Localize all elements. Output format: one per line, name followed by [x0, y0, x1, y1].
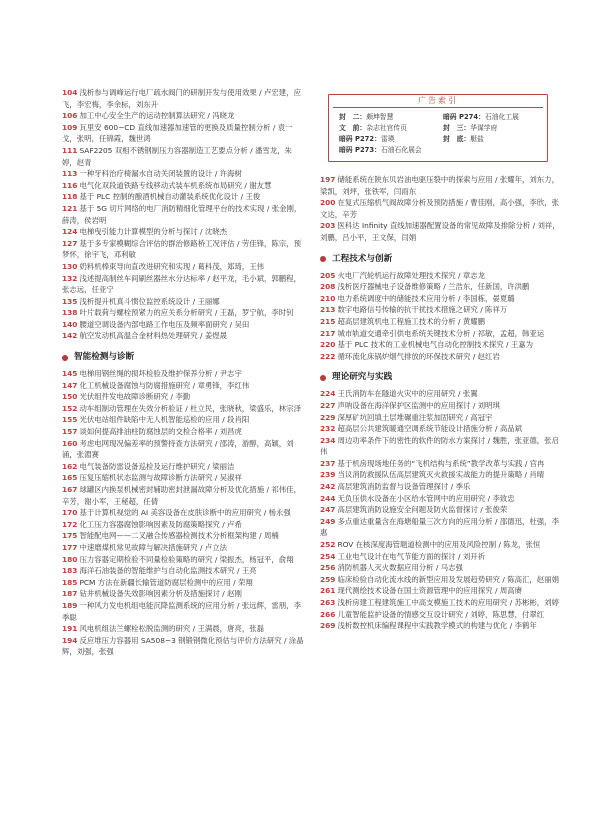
toc-entry[interactable]: [320, 174, 560, 197]
page-number: 155: [62, 415, 78, 425]
page-number: 229: [320, 412, 336, 422]
entry-title: PCM 方法在新疆长输管道防腐层检测中的应用 / 荣翔: [79, 577, 253, 587]
page-number: 160: [62, 438, 78, 448]
page-number: 194: [62, 635, 78, 645]
toc-entry[interactable]: [320, 562, 560, 574]
page-number: 183: [62, 566, 78, 576]
page-number: 217: [320, 328, 336, 338]
entry-title: 中速磨煤机常见故障与解决措施研究 / 卢立法: [79, 542, 228, 552]
entry-title: 加工中心安全生产的运动控制算法研究 / 冯晓龙: [79, 111, 235, 121]
ad-index-cell: [339, 112, 443, 123]
ad-index-cell: [443, 123, 547, 134]
toc-entry[interactable]: [62, 530, 304, 542]
ad-index-row: [329, 123, 547, 134]
toc-entry[interactable]: [320, 585, 560, 597]
entry-title: 化工压力容器腐蚀影响因素及防腐策略探究 / 卢希: [79, 519, 242, 529]
ad-label: 封 三：: [443, 124, 471, 132]
page-number: 150: [62, 392, 78, 402]
entry-title: 海洋石油装备的智能维护与自动化监测技术研究 / 王亮: [79, 566, 257, 576]
toc-entry[interactable]: [320, 281, 560, 293]
toc-entry[interactable]: [62, 238, 304, 261]
entry-title: ROV 在核深度海管题道检测中的应用及风险控制 / 陈龙，张恒: [337, 540, 541, 550]
entry-title: 在复式压缩机气阀故障分析及预防措施 / 曹佳刚，高小强，李欣，张文达，辛芳: [320, 198, 559, 219]
entry-title: 浅析数控机床编程课程中实践教学模式的构建与优化 / 李鹤年: [337, 621, 537, 631]
page-number: 203: [320, 221, 336, 231]
entry-title: 周边功率条件下的密性的软件的防水方案探讨 / 魏胜，张亚德，张启伟: [320, 435, 559, 457]
toc-entry[interactable]: [320, 458, 560, 470]
entry-title: 谈如何提高排油柱防腐蚀层的交检合格率 / 刘昌虎: [79, 427, 242, 437]
entry-title: 深厚矿坑回填土层堆碾重注浆加固研究 / 高冠宇: [337, 412, 493, 422]
page-number: 113: [62, 169, 78, 179]
ad-index-row: [329, 134, 547, 145]
page-number: 237: [320, 458, 336, 468]
entry-title: 一种牙科治疗椅漏水自动关闭装置的设计 / 许海树: [79, 169, 242, 179]
toc-entry[interactable]: [62, 519, 304, 531]
toc-entry[interactable]: [320, 351, 560, 363]
toc-entry[interactable]: [320, 493, 560, 505]
entry-title: 高层建筑消防监督与设备管理探讨 / 季乐: [337, 482, 471, 492]
entry-title: 循环流化床锅炉烟气排放的环保技术研究 / 赵红岩: [337, 351, 500, 361]
toc-entry[interactable]: [62, 635, 304, 658]
toc-entry[interactable]: [62, 554, 304, 566]
toc-entry[interactable]: [62, 110, 304, 122]
toc-entry[interactable]: [62, 472, 304, 484]
entry-title: 航空发动机高温合金材料热处理研究 / 姜煜晟: [79, 331, 228, 341]
entry-title: 钻井机械设备失效影响因素分析及措施探讨 / 赵刚: [79, 589, 242, 599]
page-number: 247: [320, 505, 336, 515]
entry-title: 现代测绘技术设备在国土资源管理中的应用探究 / 周高赓: [337, 586, 523, 596]
bullet-icon: [320, 256, 326, 262]
entry-title: 当议消防救援队伍高层建筑灭火救援实战能力的提升策略 / 肖晴: [337, 470, 545, 480]
toc-entry[interactable]: [320, 220, 560, 243]
toc-entry[interactable]: [62, 168, 304, 180]
ad-index-rows: [329, 112, 547, 156]
toc-entry[interactable]: [62, 623, 304, 635]
page-number: 242: [320, 482, 336, 492]
entry-title: 奶料机棒束导向直改进研究和实现 / 葛科茂，郑琦，王伟: [79, 261, 265, 271]
page-number: 263: [320, 598, 336, 607]
page-number: 170: [62, 508, 78, 518]
page-number: 109: [62, 122, 78, 132]
entry-title: 临床检验自动化流水线的新型应用及发展趋势研究 / 陈高汇，赵丽娟: [337, 574, 559, 584]
entry-title: 智能配电网——二叉融合传感器检测技术分析框架构建 / 周楠: [79, 531, 279, 541]
toc-entry[interactable]: [320, 574, 560, 586]
ad-value: 石油石化展会: [380, 146, 422, 154]
toc-entry[interactable]: [320, 388, 560, 400]
page-number: 175: [62, 531, 78, 541]
toc-entry[interactable]: [320, 293, 560, 305]
page-number: 187: [62, 589, 78, 599]
page-number: 106: [62, 111, 78, 121]
ad-value: 石油化工展: [484, 113, 519, 121]
page-number: 254: [320, 551, 336, 561]
entry-title: 电气化双段道铁路专线移动式装车机系统布局研究 / 谢友慧: [79, 180, 272, 190]
entry-title: 浅析参与调峰运行电厂疏水阀门的研制开发与使用效果 / 卢宏建，应飞，李宏梅，李余标，刘东升: [62, 88, 301, 109]
ad-index-title: 广告索引: [333, 95, 543, 108]
section-heading-theory: [320, 371, 560, 384]
ad-index-cell: [339, 123, 443, 134]
entry-title: 医科达 Infinity 直线加速器配置设备的常见故障及排除分析 / 刘祥，刘鹏，吕小平，王文保，闫娟: [320, 221, 560, 242]
toc-entry[interactable]: [320, 539, 560, 551]
left-column: [62, 87, 304, 658]
page-number: 132: [62, 273, 78, 283]
page-number: 261: [320, 586, 336, 596]
entry-title: 电气装备防雷设备巡检及运行维护研究 / 梁丽洁: [79, 461, 235, 471]
entry-title: 基于 PLC 控制的酿酒机械自动灌装系统优化设计 / 王俊: [79, 192, 261, 202]
page-number: 116: [62, 180, 78, 190]
page-number: 118: [62, 192, 78, 202]
page-number: 180: [62, 554, 78, 564]
page-number: 213: [320, 305, 336, 315]
entry-title: 声呐设备在海洋保护区监测中的应用探讨 / 刘明琪: [337, 400, 500, 410]
page-number: 145: [62, 369, 78, 379]
page-number: 140: [62, 319, 78, 329]
entry-title: 浅析提升机真斗惯位监控系统设计 / 王丽娜: [79, 296, 220, 306]
entry-title: 球罐区内换泵机械密封辅助密封泄漏故障分析及优化措施 / 祁伟佳，辛芳，谢小军，王秘超，任倩: [62, 485, 301, 506]
entry-title: 城市轨道交通牵引供电系统关键技术分析 / 祁敏，孟超，韩亚运: [337, 328, 545, 338]
entry-title: 储能系统在陕东贝岩油电驱压裂中的探索与应用 / 张耀年，刘东力，梁凯，刘坪，张铁军，闫雨东: [320, 175, 559, 196]
toc-entry[interactable]: [62, 87, 304, 110]
ad-label: 文 前：: [339, 124, 367, 132]
page-number: 165: [62, 473, 78, 483]
toc-entry[interactable]: [62, 426, 304, 438]
entry-title: 光伏组件发电故障诊断研究 / 李勤: [79, 392, 191, 402]
ad-label: 暗码 P272：: [339, 135, 381, 143]
page-number: 172: [62, 519, 78, 529]
section-heading-smart: [62, 351, 304, 364]
section-title: 智能检测与诊断: [74, 352, 135, 363]
toc-entry[interactable]: [62, 507, 304, 519]
toc-entry[interactable]: [62, 180, 304, 192]
page-number: 208: [320, 282, 336, 292]
page-number: 177: [62, 542, 78, 552]
toc-entry[interactable]: [62, 600, 304, 623]
entry-title: 反应堆压力容器用 SA508−3 钢锻钢微化预估与评价方法研究 / 涂晶辉，刘强，张强: [62, 635, 304, 657]
page-number: 162: [62, 461, 78, 471]
page-number: 167: [62, 485, 78, 494]
entry-title: 基于机房现场地任务的“飞机结构与系统”教学改革与实践 / 宫冉: [337, 458, 545, 468]
toc-entry[interactable]: [320, 328, 560, 340]
entry-title: 浅析房建工程建筑施工中高支模施工技术的应用研究 / 苏彬彬，刘婷: [337, 598, 559, 607]
entry-title: 电力系统调度中的储能技术应用分析 / 李国栋，晏夏璐: [337, 293, 515, 303]
entry-title: 浅述提高制丝车间刷丝器丝水分达标率 / 赵平龙，毛小斌，郭鹏程，张志远，任亚宁: [62, 273, 301, 295]
toc-entry[interactable]: [62, 368, 304, 380]
page-number: 239: [320, 470, 336, 480]
page-number: 232: [320, 424, 336, 434]
ad-index-box: [328, 94, 548, 162]
page-number: 147: [62, 380, 78, 390]
page-number: 197: [320, 175, 336, 184]
entry-title: 超高层建筑机电工程施工技术的分析 / 黄耀鹏: [337, 316, 486, 326]
page-number: 124: [62, 227, 78, 237]
section-heading-engineering: [320, 253, 560, 266]
page-number: 200: [320, 198, 336, 208]
page-number: 256: [320, 563, 336, 573]
page-number: 130: [62, 261, 78, 271]
entry-title: 浅析医疗器械电子设备维修策略 / 兰浩东，任新国，许洪鹏: [337, 282, 530, 292]
toc-entry[interactable]: [320, 400, 560, 412]
page-number: 121: [62, 203, 78, 213]
toc-entry[interactable]: [320, 481, 560, 493]
toc-entry[interactable]: [320, 620, 560, 632]
ad-index-cell: [443, 112, 547, 123]
toc-entry[interactable]: [320, 597, 560, 609]
entry-title: 压力容器定期检验不同量检验策略的研究 / 梁振杰，杨冠平，俞翔: [79, 554, 294, 564]
toc-entry[interactable]: [62, 273, 304, 296]
toc-entry[interactable]: [320, 551, 560, 563]
page-number: 259: [320, 574, 336, 584]
toc-entry[interactable]: [62, 307, 304, 319]
entry-title: 基于多专家模糊综合评估的群治修路桥工况评估 / 劳佳锋，陈宗，预梦怀，徐宇飞，邓利敏: [62, 238, 301, 260]
toc-entry[interactable]: [62, 588, 304, 600]
ad-index-cell: [339, 134, 443, 145]
page-number: 185: [62, 577, 78, 587]
entry-title: 基于 5G 切片网络的电厂消防精细化管理平台的技术实现 / 张金刚，薛涛，侯岩明: [62, 203, 302, 225]
toc-entry[interactable]: [320, 197, 560, 220]
article-list-theory: [320, 388, 560, 631]
ad-index-cell: [443, 145, 547, 156]
ad-value: 杂志社官传页: [366, 124, 407, 132]
ad-value: 颇坤智慧: [366, 113, 394, 121]
ad-value: 华谋学府: [470, 124, 498, 132]
ad-index-row: [329, 112, 547, 123]
entry-title: 叶片载荷与螺栓预紧力的应关系分析研究 / 王磊，罗宁航，李时钊: [79, 308, 294, 318]
page-number: 189: [62, 600, 78, 610]
entry-title: 瓦里安 600−CD 直线加速器加速管的更换及质量控制分析 / 袁一戈，张明，任锦霞，魏世鸿: [62, 122, 293, 144]
entry-title: 一种风力发电机组电能沉降监测系统的应用分析 / 张远辉，雷朋，李季聪: [62, 600, 301, 622]
toc-entry[interactable]: [62, 414, 304, 426]
page-number: 249: [320, 516, 336, 526]
entry-title: 多点重达重量含在海塘船量三次方向的应用分析 / 邵德迅，杜强，李惠: [320, 516, 559, 538]
toc-entry[interactable]: [320, 304, 560, 316]
toc-entry[interactable]: [320, 435, 560, 458]
toc-entry[interactable]: [62, 191, 304, 203]
page-number: 222: [320, 351, 336, 361]
toc-entry[interactable]: [62, 542, 304, 554]
page-number: 127: [62, 238, 78, 248]
toc-entry[interactable]: [62, 122, 304, 145]
toc-entry[interactable]: [62, 261, 304, 273]
toc-entry[interactable]: [62, 577, 304, 589]
toc-entry[interactable]: [62, 403, 304, 415]
ad-index-cell: [443, 134, 547, 145]
section-title: 工程技术与创新: [332, 253, 393, 264]
ad-index-row: [329, 145, 547, 156]
entry-title: 消防机器人灭火数据应用分析 / 马志强: [337, 563, 463, 573]
ad-label: 暗码 P273：: [339, 146, 381, 154]
page-number: 224: [320, 389, 336, 399]
page-number: 104: [62, 88, 78, 97]
entry-title: 火电厂汽轮机运行故障处理技术探究 / 章志龙: [337, 270, 486, 280]
article-list-top: [62, 87, 304, 342]
bullet-icon: [320, 375, 326, 381]
page-number: 152: [62, 403, 78, 413]
page-number: 210: [320, 293, 336, 303]
toc-entry[interactable]: [62, 391, 304, 403]
right-column: [320, 90, 560, 632]
entry-title: 电梯曳引能力计算模型的分析与探讨 / 沈晓杰: [79, 227, 228, 237]
page-number: 269: [320, 621, 336, 631]
toc-entry[interactable]: [320, 339, 560, 351]
toc-entry[interactable]: [62, 484, 304, 507]
toc-entry[interactable]: [62, 438, 304, 461]
entry-title: 工业电气设计在电气节能方面的探讨 / 刘开祈: [337, 551, 486, 561]
bullet-icon: [62, 355, 68, 361]
entry-title: SAF2205 双相不锈钢制压力容器制造工艺要点分析 / 潘雪龙，朱婷，赵青: [62, 145, 292, 167]
entry-title: 化工机械设备腐蚀与防腐措施研究 / 章勇锋，李红伟: [79, 380, 250, 390]
entry-title: 基于 PLC 技术的工业机械电气自动化控制技术探究 / 王嘉为: [337, 340, 534, 350]
page-number: 135: [62, 296, 78, 306]
ad-index-cell: [339, 145, 443, 156]
page-number: 215: [320, 316, 336, 326]
toc-entry[interactable]: [62, 203, 304, 226]
page-number: 220: [320, 340, 336, 350]
page-number: 266: [320, 609, 336, 619]
entry-title: 压复压缩机状态监测与故障诊断方法研究 / 吴淑祥: [79, 473, 242, 483]
toc-entry[interactable]: [62, 226, 304, 238]
toc-entry[interactable]: [62, 319, 304, 331]
page-number: 234: [320, 435, 336, 445]
entry-title: 数字电路信号传输的抗干扰技术措施之研究 / 陈祥万: [337, 305, 508, 315]
toc-entry[interactable]: [62, 145, 304, 168]
entry-title: 儿童智能监护设备的情感交互设计研究 / 刘婷，陈思慧，付翠红: [337, 609, 545, 619]
entry-title: 风电机组法兰螺栓松脱监测的研究 / 王满晨，唐亮，张磊: [79, 624, 265, 634]
page-number: 191: [62, 624, 78, 634]
page-number: 157: [62, 427, 78, 437]
toc-entry[interactable]: [62, 461, 304, 473]
entry-title: 电梯用钢丝绳的损坏检验及维护保养分析 / 尹志宇: [79, 369, 242, 379]
toc-entry[interactable]: [320, 270, 560, 282]
ad-value: 艇盐: [470, 135, 484, 143]
entry-title: 基于计算机视觉的 AI 美容设备在皮肤诊断中的应用研究 / 杨永强: [79, 508, 291, 518]
entry-title: 超高层公共建筑暖通空调系统节能设计措施分析 / 高品斌: [337, 424, 523, 434]
toc-entry[interactable]: [62, 565, 304, 577]
toc-entry[interactable]: [320, 412, 560, 424]
entry-title: 动车组制动管理在失效分析验证 / 杜立民，张晓秋，梁盛乐，林宗泽: [79, 403, 301, 413]
page-number: 111: [62, 145, 78, 155]
ad-value: 雷瑛: [380, 135, 395, 143]
ad-label: 封 二：: [339, 113, 367, 121]
article-list-right-top: [320, 174, 560, 244]
article-list-smart: [62, 368, 304, 658]
toc-entry[interactable]: [320, 423, 560, 435]
toc-entry[interactable]: [320, 516, 560, 539]
ad-label: 封 底：: [443, 135, 471, 143]
entry-title: 高层建筑消防设施安全问题及防火监督探讨 / 张俊荣: [337, 505, 508, 515]
entry-title: 腰道空调设备内部电路工作电压及频率面研究 / 吴田: [79, 319, 250, 329]
page-number: 138: [62, 308, 78, 318]
section-title: 理论研究与实践: [332, 372, 393, 383]
toc-entry[interactable]: [320, 609, 560, 621]
toc-entry[interactable]: [62, 380, 304, 392]
page-number: 252: [320, 540, 336, 550]
article-list-engineering: [320, 270, 560, 363]
entry-title: 考虑电网现况偏差率的预警持查方法研究 / 邵涛，游醇，高颖，刘涌，张湄赛: [62, 438, 294, 460]
page-number: 205: [320, 270, 336, 280]
toc-entry[interactable]: [320, 316, 560, 328]
toc-entry[interactable]: [62, 296, 304, 308]
page-number: 227: [320, 400, 336, 410]
toc-entry[interactable]: [320, 504, 560, 516]
entry-title: 无负压供水设备在小区给水管网中的应用研究 / 李致忠: [337, 493, 515, 503]
page-number: 244: [320, 493, 336, 503]
ad-label: 暗码 P274：: [443, 113, 485, 121]
entry-title: 王氏消防车在隧道火灾中的应用研究 / 张翼: [337, 389, 478, 399]
page-number: 142: [62, 331, 78, 341]
toc-entry[interactable]: [320, 469, 560, 481]
toc-entry[interactable]: [62, 330, 304, 342]
entry-title: 光伏电站组件缺陷中无人机智能巡检的应用 / 段肖阳: [79, 415, 250, 425]
